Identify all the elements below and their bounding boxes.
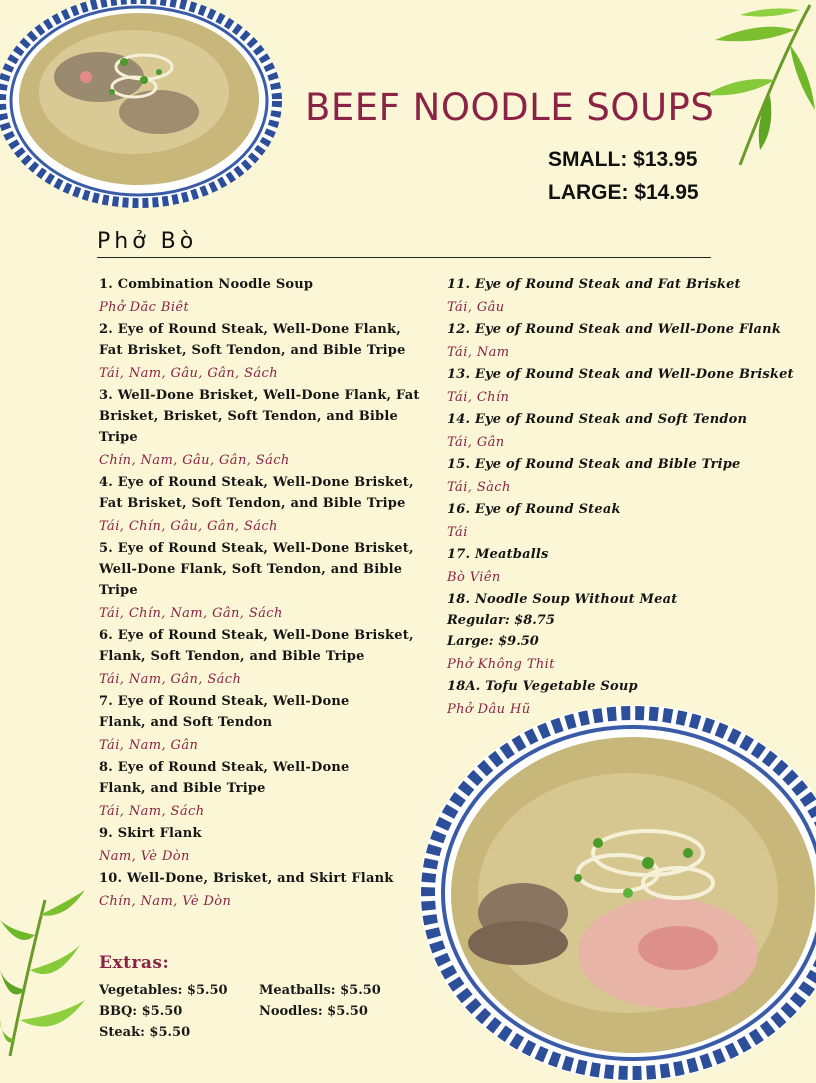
menu-item xyxy=(447,499,797,543)
extras-row xyxy=(99,1022,419,1043)
item-name: 13. Eye of Round Steak and Well-Done Brisket xyxy=(447,367,794,382)
extras-row xyxy=(99,1001,419,1022)
item-name: 3. Well-Done Brisket, Well-Done Flank, Fat Brisket, Brisket, Soft Tendon, and Bible Tripe xyxy=(99,388,420,445)
item-name: 14. Eye of Round Steak and Soft Tendon xyxy=(447,412,748,427)
pho-bowl-image-bottom xyxy=(418,703,816,1083)
item-viet: Phở Không Thit xyxy=(447,657,555,672)
extras-list xyxy=(99,980,419,1043)
page-title: BEEF NOODLE SOUPS xyxy=(305,86,715,129)
item-viet: Tái, Nam, Gân xyxy=(99,738,199,753)
item-viet: Tái, Chín, Gâu, Gân, Sách xyxy=(99,519,278,534)
bamboo-leaves-decoration-bottom xyxy=(0,890,90,1060)
menu-item xyxy=(99,691,359,756)
item-name: 17. Meatballs xyxy=(447,547,549,562)
section-divider xyxy=(97,257,711,258)
extra-item: Noodles: $5.50 xyxy=(259,1004,368,1019)
item-name: 12. Eye of Round Steak and Well-Done Flank xyxy=(447,322,782,337)
menu-item xyxy=(447,454,797,498)
item-viet: Phở Dâu Hũ xyxy=(447,702,531,717)
price-small: SMALL: $13.95 xyxy=(548,148,698,171)
item-name: 1. Combination Noodle Soup xyxy=(99,277,314,292)
item-name: 18A. Tofu Vegetable Soup xyxy=(447,679,638,694)
menu-item xyxy=(99,823,429,867)
item-viet: Tái, Nam xyxy=(447,345,510,360)
menu-item xyxy=(447,544,797,588)
item-viet: Phở Dăc Biêt xyxy=(99,300,190,315)
item-viet: Tái, Chín, Nam, Gân, Sách xyxy=(99,606,283,621)
menu-column-left xyxy=(99,274,429,913)
item-price-regular: Regular: $8.75 xyxy=(447,613,555,628)
item-viet: Bò Viên xyxy=(447,570,501,585)
item-viet: Tái, Chín xyxy=(447,390,510,405)
menu-item xyxy=(447,589,797,675)
item-name: 5. Eye of Round Steak, Well-Done Brisket, Well-Done Flank, Soft Tendon, and Bible Tripe xyxy=(99,541,414,598)
item-viet: Tái, Nam, Sách xyxy=(99,804,205,819)
item-name: 4. Eye of Round Steak, Well-Done Brisket, Fat Brisket, Soft Tendon, and Bible Tripe xyxy=(99,475,414,511)
extras-row xyxy=(99,980,419,1001)
item-name: 16. Eye of Round Steak xyxy=(447,502,621,517)
item-name: 11. Eye of Round Steak and Fat Brisket xyxy=(447,277,741,292)
extra-item: Meatballs: $5.50 xyxy=(259,983,381,998)
extra-item: BBQ: $5.50 xyxy=(99,1004,183,1019)
menu-item xyxy=(99,868,429,912)
menu-column-right xyxy=(447,274,797,721)
menu-item xyxy=(99,385,429,471)
item-name: 10. Well-Done, Brisket, and Skirt Flank xyxy=(99,871,394,886)
item-viet: Nam, Vè Dòn xyxy=(99,849,190,864)
item-viet: Tái, Gâu xyxy=(447,300,505,315)
menu-item xyxy=(99,538,429,624)
item-price-large: Large: $9.50 xyxy=(447,634,539,649)
menu-item xyxy=(99,472,429,537)
item-viet: Tái, Gân xyxy=(447,435,505,450)
extra-item: Vegetables: $5.50 xyxy=(99,983,228,998)
section-heading: Phở Bò xyxy=(97,229,198,254)
item-name: 18. Noodle Soup Without Meat xyxy=(447,592,678,607)
menu-item xyxy=(99,757,359,822)
menu-item xyxy=(447,319,797,363)
item-name: 6. Eye of Round Steak, Well-Done Brisket, Flank, Soft Tendon, and Bible Tripe xyxy=(99,628,414,664)
price-large: LARGE: $14.95 xyxy=(548,181,699,204)
menu-item xyxy=(99,319,429,384)
item-name: 8. Eye of Round Steak, Well-Done Flank, and Bible Tripe xyxy=(99,760,350,796)
item-name: 9. Skirt Flank xyxy=(99,826,202,841)
item-name: 15. Eye of Round Steak and Bible Tripe xyxy=(447,457,741,472)
item-name: 2. Eye of Round Steak, Well-Done Flank, Fat Brisket, Soft Tendon, and Bible Tripe xyxy=(99,322,406,358)
item-viet: Chín, Nam, Vè Dòn xyxy=(99,894,232,909)
menu-item xyxy=(99,274,429,318)
item-viet: Tái, Nam, Gâu, Gân, Sách xyxy=(99,366,279,381)
item-viet: Tái, Sàch xyxy=(447,480,511,495)
extras-heading: Extras: xyxy=(99,953,170,973)
menu-item xyxy=(99,625,429,690)
menu-item xyxy=(447,274,797,318)
item-name: 7. Eye of Round Steak, Well-Done Flank, and Soft Tendon xyxy=(99,694,350,730)
pho-bowl-image-top xyxy=(0,0,284,210)
extra-item: Steak: $5.50 xyxy=(99,1025,191,1040)
item-viet: Tái, Nam, Gân, Sách xyxy=(99,672,242,687)
item-viet: Chín, Nam, Gâu, Gân, Sách xyxy=(99,453,290,468)
menu-item xyxy=(447,364,797,408)
item-viet: Tái xyxy=(447,525,468,540)
menu-item xyxy=(447,409,797,453)
